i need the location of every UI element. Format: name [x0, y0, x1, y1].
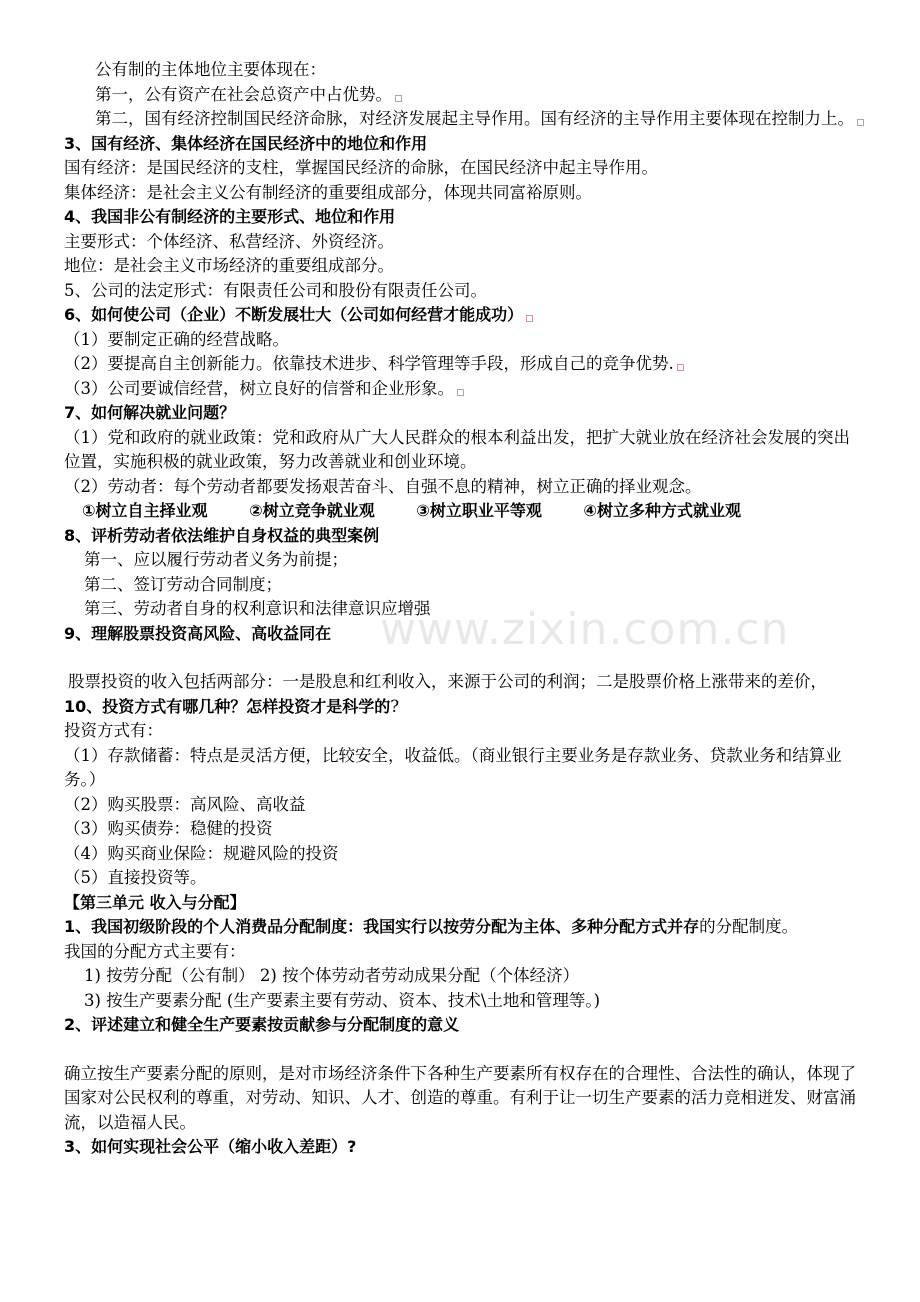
list-item: [64, 866, 864, 891]
heading-text: 6、如何使公司（企业）不断发展壮大（公司如何经营才能成功）: [64, 305, 524, 324]
heading-text: 8、评析劳动者依法维护自身权益的典型案例: [64, 525, 380, 545]
text: 5、公司的法定形式：有限责任公司和股份有限责任公司。: [64, 280, 487, 300]
revision-mark-icon: [457, 389, 464, 396]
section-heading: [64, 205, 864, 230]
text: 3) 按生产要素分配 (生产要素主要有劳动、资本、技术\土地和管理等。): [84, 990, 601, 1010]
text: 集体经济：是社会主义公有制经济的重要组成部分，体现共同富裕原则。: [64, 182, 592, 202]
list-item: [64, 989, 864, 1014]
heading-text: 3、如何实现社会公平（缩小收入差距）?: [64, 1137, 357, 1156]
text: （5）直接投资等。: [64, 868, 207, 887]
paragraph: [64, 83, 864, 108]
heading-text: 【第三单元 收入与分配】: [64, 892, 246, 912]
text: 第二、签订劳动合同制度；: [84, 574, 282, 594]
text: 第二，国有经济控制国民经济命脉，对经济发展起主导作用。国有经济的主导作用主要体现在控制力上。: [95, 109, 854, 128]
text: （3）购买债券：稳健的投资: [64, 819, 273, 838]
section-heading: [64, 524, 864, 549]
section-heading: [64, 1013, 864, 1038]
text: 国有经济：是国民经济的支柱，掌握国民经济的命脉，在国民经济中起主导作用。: [64, 158, 658, 177]
text: （2）要提高自主创新能力。依靠技术进步、科学管理等手段，形成自己的竞争优势.: [64, 354, 674, 373]
text: ?: [390, 696, 400, 716]
list-item: [64, 377, 864, 402]
paragraph: [64, 230, 864, 255]
heading-text: 10、投资方式有哪几种？怎样投资才是科学的: [64, 696, 391, 716]
list-item: [64, 964, 864, 989]
blank-line: [64, 1038, 864, 1062]
text: （1）要制定正确的经营战略。: [64, 329, 289, 349]
paragraph: [64, 548, 864, 573]
revision-mark-icon: [395, 95, 402, 102]
list-item: [64, 817, 864, 842]
option-item: ③树立职业平等观: [416, 501, 542, 520]
text: （2）购买股票：高风险、高收益: [64, 794, 306, 814]
revision-mark-icon: [677, 364, 684, 371]
section-heading: [64, 695, 864, 720]
list-item: [64, 744, 864, 793]
text: （1）存款储蓄：特点是灵活方便，比较安全，收益低。（商业银行主要业务是存款业务、贷款业务和结算业务。）: [64, 745, 842, 789]
text: 第一、应以履行劳动者义务为前提；: [84, 550, 348, 569]
paragraph: [64, 279, 864, 304]
text: 确立按生产要素分配的原则，是对市场经济条件下各种生产要素所有权存在的合理性、合法性的确认，体现了国家对公民权利的尊重，对劳动、知识、人才、创造的尊重。有利于让一切生产要素的活力竞相迸发、财富涌流，以造福人民。: [64, 1063, 856, 1132]
paragraph: [64, 181, 864, 206]
revision-mark-icon: [857, 119, 864, 126]
list-item: [64, 426, 864, 475]
paragraph: [64, 940, 864, 965]
watermark: www.zixin.com.cn: [380, 604, 790, 655]
paragraph: [64, 573, 864, 598]
paragraph: [64, 1062, 864, 1136]
heading-text: 2、评述建立和健全生产要素按贡献参与分配制度的意义: [64, 1015, 460, 1034]
text: 我国的分配方式主要有：: [64, 941, 246, 961]
paragraph: [64, 107, 864, 132]
option-item: ②树立竞争就业观: [249, 501, 375, 520]
option-item: ④树立多种方式就业观: [583, 501, 741, 520]
paragraph: [64, 670, 864, 695]
list-item: [64, 475, 864, 500]
paragraph: [64, 254, 864, 279]
text: 地位：是社会主义市场经济的重要组成部分。: [64, 256, 394, 275]
section-heading: [64, 303, 864, 328]
section-heading: [64, 401, 864, 426]
text: 公有制的主体地位主要体现在：: [95, 60, 326, 79]
heading-text: 4、我国非公有制经济的主要形式、地位和作用: [64, 207, 396, 226]
list-item: [64, 328, 864, 353]
heading-text: 7、如何解决就业问题？: [64, 403, 236, 422]
heading-text: 3、国有经济、集体经济在国民经济中的地位和作用: [64, 133, 428, 153]
text: 主要形式：个体经济、私营经济、外资经济。: [64, 231, 394, 251]
unit-heading: [64, 891, 864, 916]
section-heading: [64, 132, 864, 157]
text: （3）公司要诚信经营，树立良好的信誉和企业形象。: [64, 378, 454, 398]
list-item: [64, 842, 864, 867]
list-item: [64, 352, 864, 377]
paragraph: [64, 58, 864, 83]
text: 股票投资的收入包括两部分：一是股息和红利收入，来源于公司的利润；二是股票价格上涨带来的差价，: [68, 672, 827, 691]
paragraph: [64, 719, 864, 744]
heading-text: 9、理解股票投资高风险、高收益同在: [64, 623, 332, 643]
text: （4）购买商业保险：规避风险的投资: [64, 843, 339, 863]
text: 1) 按劳分配（公有制） 2) 按个体劳动者劳动成果分配（个体经济）: [84, 966, 580, 985]
option-item: ①树立自主择业观: [82, 501, 208, 520]
text: （2）劳动者：每个劳动者都要发扬艰苦奋斗、自强不息的精神，树立正确的择业观念。: [64, 476, 702, 496]
paragraph: [64, 915, 864, 940]
paragraph: [64, 156, 864, 181]
section-heading: [64, 1135, 864, 1160]
text: 第三、劳动者自身的权利意识和法律意识应增强: [84, 599, 431, 618]
option-row: [64, 499, 864, 524]
list-item: [64, 793, 864, 818]
text: （1）党和政府的就业政策：党和政府从广大人民群众的根本利益出发，把扩大就业放在经济社会发展的突出位置，实施积极的就业政策，努力改善就业和创业环境。: [64, 427, 850, 471]
text: 第一，公有资产在社会总资产中占优势。: [95, 84, 392, 104]
revision-mark-icon: [526, 315, 533, 322]
text: 的分配制度。: [699, 917, 799, 936]
heading-text: 1、我国初级阶段的个人消费品分配制度：我国实行以按劳分配为主体、多种分配方式并存: [64, 917, 700, 936]
text: 投资方式有：: [64, 721, 163, 740]
